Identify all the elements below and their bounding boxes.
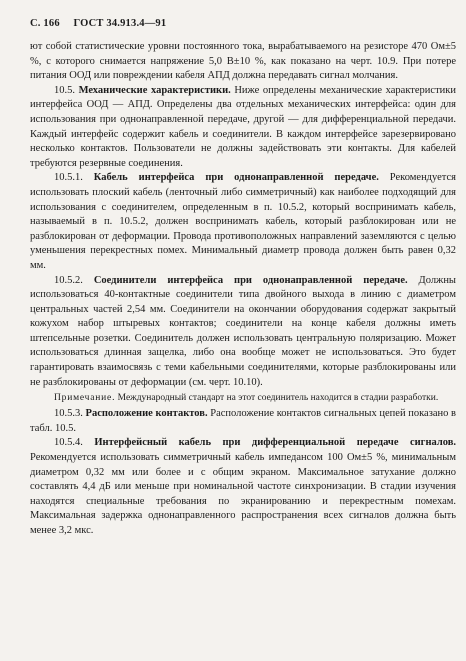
section-10-5-4 bbox=[30, 436, 456, 538]
doc-code: ГОСТ 34.913.4—91 bbox=[73, 18, 167, 29]
section-text: Расположение контактов сигнальных цепей показано в табл. 10.5. bbox=[30, 408, 456, 434]
paragraph-continuation: ют собой статистические уровни постоянного тока, вырабатываемого на резисторе 470 Ом±5 %, с которого снимается напряжение 5,0 В±10 %, как показано на черт. 10.9. При потере питания ООД или повреждении кабеля АПД должна передавать сигнал молчания. bbox=[30, 41, 456, 82]
section-10-5-2 bbox=[30, 274, 456, 391]
section-10-5-1 bbox=[30, 171, 456, 273]
note-label: Примечание. bbox=[54, 393, 116, 404]
note-text: Международный стандарт на этот соединитель находится в стадии разработки. bbox=[117, 393, 439, 404]
section-text: Должны использоваться 40-контактные соединители типа двойного выхода в линию с диаметром центральных частей 2,54 мм. Соединители на окончании оборудования содержат закрытый кожухом набор штыревых контактов; соединители на конце кабеля должны иметь штепсельные розетки. Соединитель должен использовать центральную поляризацию. Может использоваться длинная защелка, либо она вообще может не использоваться. Это будет гарантировать взаимосвязь с теми кабельными соединителями, которые разблокированы или не разблокированы от деформации (см. черт. 10.10). bbox=[30, 274, 456, 388]
section-heading: Кабель интерфейса при однонаправленной передаче. bbox=[93, 172, 379, 184]
section-number: 10.5.4. bbox=[54, 437, 83, 449]
section-heading: Интерфейсный кабель при дифференциальной передаче сигналов. bbox=[94, 437, 457, 449]
section-text: Рекомендуется использовать плоский кабель (ленточный либо симметричный) как наиболее подходящий для использования с соединителем, определенным в п. 10.5.2, который воспринимать кабель, называемый в п. 10.5.2, должен воспринимать кабель, который разблокирован или не разблокирован от деформации. Провода противоположных направлений заземляются с целью уменьшения перекрестных помех. Минимальный диаметр провода должен быть равен 0,32 мм. bbox=[30, 172, 457, 271]
section-text: Рекомендуется использовать симметричный кабель импедансом 100 Ом±5 %, минимальным диаметром 0,32 мм или более и с общим экраном. Максимальное затухание должно составлять 4,4 дБ или меньше при номинальной частоте синхронизации. В стадии изучения находятся специальные требования по экранированию и перекрестным помехам. Максимальная задержка однонаправленного распространения всех сигналов должна быть менее 3,2 мкс. bbox=[30, 452, 456, 536]
document-body bbox=[30, 40, 456, 539]
section-10-5 bbox=[30, 84, 456, 172]
section-number: 10.5.1. bbox=[54, 172, 83, 184]
section-heading: Расположение контактов. bbox=[85, 408, 208, 420]
section-10-5-3 bbox=[30, 407, 456, 436]
page-label: С. 166 bbox=[30, 18, 60, 29]
section-heading: Соединители интерфейса при однонаправленной передаче. bbox=[93, 274, 408, 286]
section-number: 10.5.3. bbox=[54, 408, 83, 420]
note bbox=[30, 392, 456, 405]
section-heading: Механические характеристики. bbox=[78, 84, 231, 96]
section-text: Ниже определены механические характеристики интерфейса ООД — АПД. Определены два отдельных механических интерфейса: один для использования при однонаправленной передаче, другой — для дифференциальной передачи. Каждый интерфейс содержит кабель и соединители. В каждом интерфейсе зарезервировано несколько контактов. Пользователи не должны задействовать эти контакты. Для кабелей требуются резервные соединения. bbox=[30, 84, 457, 169]
section-number: 10.5. bbox=[54, 84, 75, 96]
section-number: 10.5.2. bbox=[54, 274, 83, 286]
page-header bbox=[30, 18, 166, 29]
